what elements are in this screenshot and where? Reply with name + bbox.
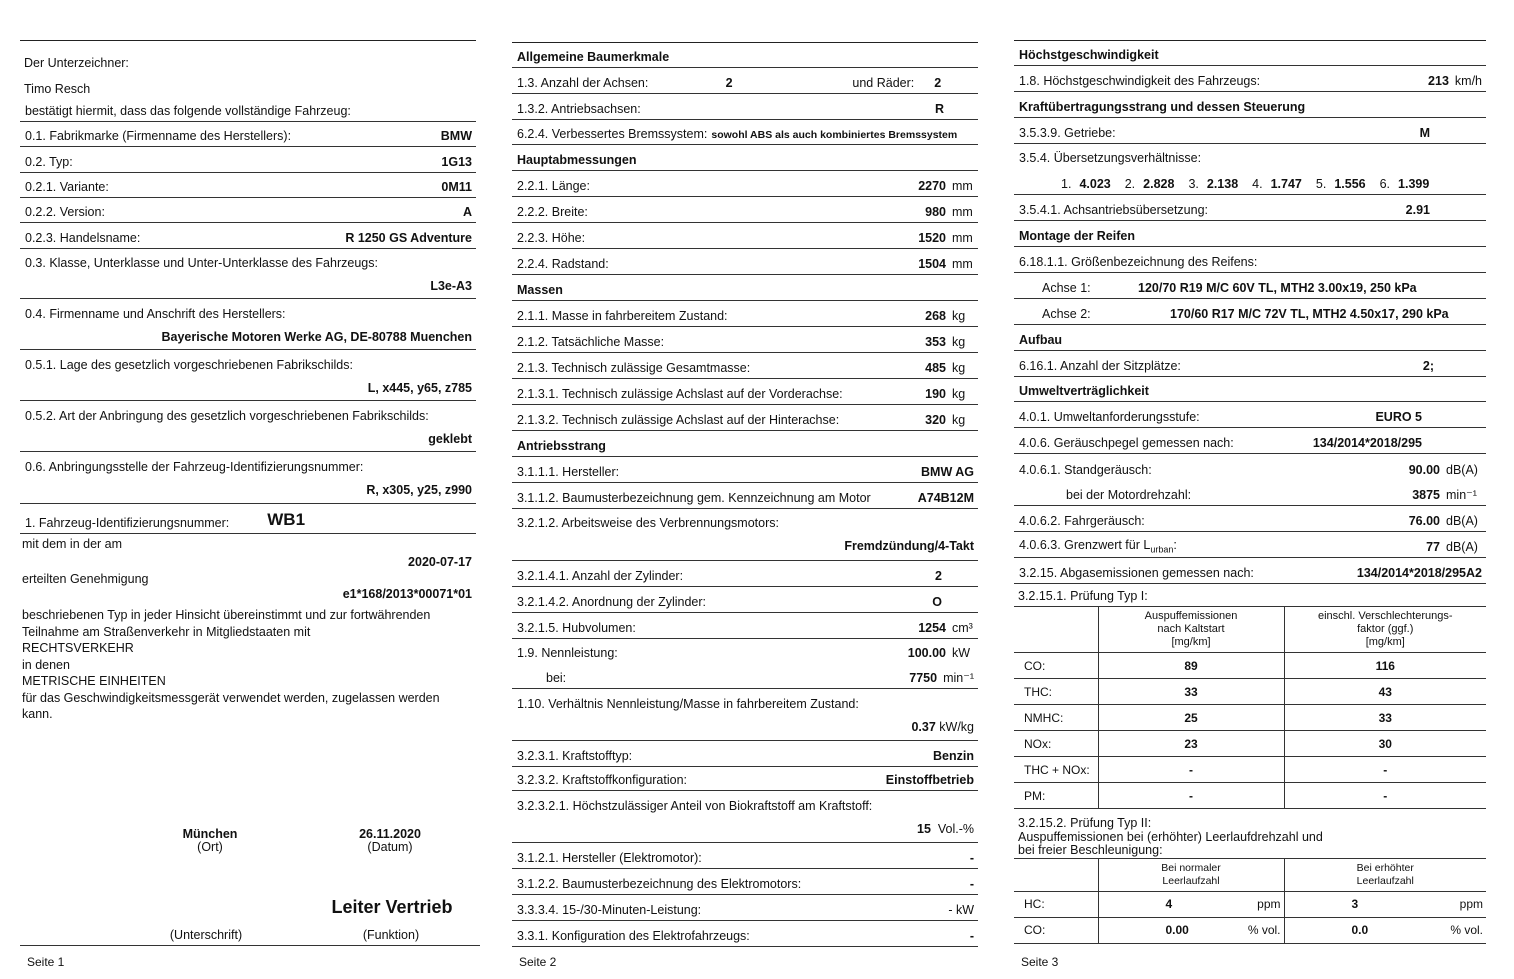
with-label: mit dem in der am: [22, 537, 123, 551]
place-block: München (Ort): [182, 827, 238, 854]
variant-row: 0.2.1. Variante: 0M11: [20, 173, 476, 198]
mass-actual-row: 2.1.2. Tatsächliche Masse: 353 kg: [512, 327, 978, 353]
function-label: (Funktion): [362, 928, 420, 942]
approval-date: 2020-07-17: [408, 555, 472, 569]
type2-emissions-table: [1014, 859, 1486, 944]
confirms-text: bestätigt hiermit, dass das folgende vollständige Fahrzeug:: [20, 96, 476, 122]
type1-label: 3.2.15.1. Prüfung Typ I:: [1018, 589, 1148, 603]
emission-value: 33: [1098, 679, 1284, 705]
fuel-type-row: 3.2.3.1. Kraftstofftyp: Benzin: [512, 741, 978, 767]
fuel-config-row: 3.2.3.2. Kraftstoffkonfiguration: Einstoffbetrieb: [512, 767, 978, 791]
width-row: 2.2.2. Breite: 980 mm: [512, 197, 978, 223]
biofuel-row: 3.2.3.2.1. Höchstzulässiger Anteil von Biokraftstoff am Kraftstoff: 15 Vol.-%: [512, 791, 978, 843]
gear-ratios-row: [1014, 168, 1486, 195]
page-3: [1014, 40, 1486, 944]
plate-attachment-row: 0.5.2. Art der Anbringung des gesetzlich vorgeschriebenen Fabrikschilds: geklebt: [20, 401, 476, 452]
final-drive-row: 3.5.4.1. Achsantriebsübersetzung: 2.91: [1014, 195, 1486, 221]
exhaust-method-row: 3.2.15. Abgasemissionen gemessen nach: 134/2014*2018/295A2: [1014, 558, 1486, 584]
type1-emissions-table: [1014, 606, 1486, 809]
cylinders-row: 3.2.1.4.1. Anzahl der Zylinder: 2: [512, 561, 978, 587]
table-header: [1014, 607, 1486, 653]
section-body: Aufbau: [1014, 325, 1486, 351]
vin-location-row: 0.6. Anbringungsstelle der Fahrzeug-Identifizierungsnummer: R, x305, y25, z990: [20, 452, 476, 504]
page-number: Seite 3: [1021, 955, 1059, 969]
page-1: [20, 40, 476, 723]
page-number: Seite 1: [27, 955, 65, 969]
section-dimensions: Hauptabmessungen: [512, 145, 978, 171]
type-row: 0.2. Typ: 1G13: [20, 147, 476, 173]
cylinder-arrangement-row: 3.2.1.4.2. Anordnung der Zylinder: O: [512, 587, 978, 613]
table-row: [1014, 731, 1486, 757]
emission-value: 25: [1098, 705, 1284, 731]
table-row: [1014, 757, 1486, 783]
table-row: [1014, 917, 1486, 943]
pollutant-label: HC:: [1014, 891, 1098, 917]
gearbox-row: 3.5.3.9. Getriebe: M: [1014, 118, 1486, 144]
axle-load-rear-row: 2.1.3.2. Technisch zulässige Achslast auf der Hinterachse: 320 kg: [512, 405, 978, 431]
stationary-rpm-row: bei der Motordrehzahl: 3875 min⁻¹: [1014, 480, 1486, 506]
emission-value: 30: [1284, 731, 1486, 757]
emission-value: -: [1284, 783, 1486, 809]
engine-mode-row: 3.2.1.2. Arbeitsweise des Verbrennungsmotors: Fremdzündung/4-Takt: [512, 509, 978, 561]
section-speed: Höchstgeschwindigkeit: [1014, 41, 1486, 66]
emission-value: 23: [1098, 731, 1284, 757]
emotor-power-row: 3.3.3.4. 15-/30-Minuten-Leistung: - kW: [512, 895, 978, 921]
pollutant-label: NMHC:: [1014, 705, 1098, 731]
length-row: 2.2.1. Länge: 2270 mm: [512, 171, 978, 197]
emotor-code-row: 3.1.2.2. Baumusterbezeichnung des Elektromotors: -: [512, 869, 978, 895]
gear-ratio: 1. 4.023: [1061, 177, 1111, 191]
section-general: Allgemeine Baumerkmale: [512, 43, 978, 68]
ev-config-row: 3.3.1. Konfiguration des Elektrofahrzeugs: -: [512, 921, 978, 947]
granted-label: erteilten Genehmigung: [22, 572, 149, 586]
engine-code-row: 3.1.1.2. Baumusterbezeichnung gem. Kennzeichnung am Motor A74B12M: [512, 483, 978, 509]
function-title: Leiter Vertrieb: [331, 897, 453, 917]
axle-load-front-row: 2.1.3.1. Technisch zulässige Achslast auf der Vorderachse: 190 kg: [512, 379, 978, 405]
axle1-row: Achse 1: 120/70 R19 M/C 60V TL, MTH2 3.00x19, 250 kPa: [1014, 273, 1486, 299]
pollutant-label: CO:: [1014, 917, 1098, 943]
col-high-idle: Bei erhöhter Leerlaufzahl: [1284, 859, 1486, 892]
manufacturer-row: 0.4. Firmenname und Anschrift des Herstellers: Bayerische Motoren Werke AG, DE-80788 Muenchen: [20, 299, 476, 350]
table-header: [1014, 859, 1486, 892]
signature-label: (Unterschrift): [169, 928, 243, 942]
section-drivetrain: Antriebsstrang: [512, 431, 978, 457]
emission-value: 3 ppm: [1284, 891, 1486, 917]
power-rpm-row: bei: 7750 min⁻¹: [512, 663, 978, 689]
col-cold-start: Auspuffemissionen nach Kaltstart [mg/km]: [1098, 607, 1284, 653]
gear-ratio: 5. 1.556: [1315, 177, 1366, 191]
emission-value: 4 ppm: [1098, 891, 1284, 917]
gear-ratio-list: [1019, 177, 1429, 191]
euro-row: 4.0.1. Umweltanforderungsstufe: EURO 5: [1014, 402, 1486, 428]
emission-value: -: [1098, 783, 1284, 809]
seats-row: 6.16.1. Anzahl der Sitzplätze: 2;: [1014, 351, 1486, 377]
brake-row: 6.2.4. Verbessertes Bremssystem: sowohl ABS als auch kombiniertes Bremssystem: [512, 120, 978, 145]
emission-value: -: [1284, 757, 1486, 783]
axle2-row: Achse 2: 170/60 R17 M/C 72V TL, MTH2 4.50x17, 290 kPa: [1014, 299, 1486, 325]
gear-ratio: 3. 2.138: [1188, 177, 1239, 191]
emission-value: 43: [1284, 679, 1486, 705]
emission-value: -: [1098, 757, 1284, 783]
gear-ratio: 2. 2.828: [1124, 177, 1175, 191]
table-row: [1014, 679, 1486, 705]
make-row: 0.1. Fabrikmarke (Firmenname des Herstellers): BMW: [20, 122, 476, 147]
type2-label: 3.2.15.2. Prüfung Typ II: Auspuffemissionen bei (erhöhter) Leerlaufdrehzahl und bei freier Beschleunigung:: [1014, 809, 1486, 859]
power-row: 1.9. Nennleistung: 100.00 kW: [517, 646, 971, 660]
section-environment: Umweltverträglichkeit: [1014, 377, 1486, 402]
section-masses: Massen: [512, 275, 978, 301]
table-row: [1014, 891, 1486, 917]
col-deterioration: einschl. Verschlechterungs- faktor (ggf.) [mg/km]: [1284, 607, 1486, 653]
height-row: 2.2.3. Höhe: 1520 mm: [512, 223, 978, 249]
section-tyres: Montage der Reifen: [1014, 221, 1486, 247]
divider: [20, 945, 480, 946]
gear-ratio: 6. 1.399: [1379, 177, 1430, 191]
drive-noise-row: 4.0.6.2. Fahrgeräusch: 76.00 dB(A): [1014, 506, 1486, 532]
ratios-label-row: 3.5.4. Übersetzungsverhältnisse:: [1019, 151, 1202, 165]
mass-running-row: 2.1.1. Masse in fahrbereitem Zustand: 268 kg: [512, 301, 978, 327]
pollutant-label: PM:: [1014, 783, 1098, 809]
noise-limit-row: 4.0.6.3. Grenzwert für $L_{urban}$: 77 dB(A): [1014, 532, 1486, 558]
trade-name-row: 0.2.3. Handelsname: R 1250 GS Adventure: [20, 223, 476, 249]
page-2: [512, 42, 978, 947]
plate-location-row: 0.5.1. Lage des gesetzlich vorgeschriebenen Fabrikschilds: L, x445, y65, z785: [20, 350, 476, 401]
pollutant-label: THC + NOx:: [1014, 757, 1098, 783]
emission-value: 0.00 % vol.: [1098, 917, 1284, 943]
noise-method-row: 4.0.6. Geräuschpegel gemessen nach: 134/2014*2018/295: [1014, 428, 1486, 454]
vin-row: 1. Fahrzeug-Identifizierungsnummer: WB1: [20, 504, 476, 534]
table-row: [1014, 653, 1486, 679]
section-transmission: Kraftübertragungsstrang und dessen Steuerung: [1014, 92, 1486, 118]
version-row: 0.2.2. Version: A: [20, 198, 476, 223]
emission-value: 89: [1098, 653, 1284, 679]
max-speed-row: 1.8. Höchstgeschwindigkeit des Fahrzeugs: 213 km/h: [1014, 66, 1486, 92]
col-normal-idle: Bei normaler Leerlaufzahl: [1098, 859, 1284, 892]
displacement-row: 3.2.1.5. Hubvolumen: 1254 cm³: [512, 613, 978, 639]
divider: [20, 40, 476, 41]
engine-manufacturer-row: 3.1.1.1. Hersteller: BMW AG: [512, 457, 978, 483]
pollutant-label: NOx:: [1014, 731, 1098, 757]
date-block: 26.11.2020 (Datum): [359, 827, 421, 854]
pollutant-label: CO:: [1014, 653, 1098, 679]
tyre-label-row: 6.18.1.1. Größenbezeichnung des Reifens:: [1014, 247, 1486, 273]
declaration-text: beschriebenen Typ in jeder Hinsicht übereinstimmt und zur fortwährenden Teilnahme am Straßenverkehr in Mitgliedstaaten mit RECHTSVERKEHR in denen METRISCHE EINHEITEN für das Geschwindigkeitsmessgerät verwendet werden, zugelassen werden kann.: [22, 608, 440, 721]
pollutant-label: THC:: [1014, 679, 1098, 705]
drive-axles-row: 1.3.2. Antriebsachsen: R: [512, 94, 978, 120]
signatory-label: Der Unterzeichner:: [24, 56, 129, 70]
class-row: 0.3. Klasse, Unterklasse und Unter-Unterklasse des Fahrzeugs: L3e-A3: [20, 249, 476, 299]
table-row: [1014, 783, 1486, 809]
emotor-manufacturer-row: 3.1.2.1. Hersteller (Elektromotor): -: [512, 843, 978, 869]
stationary-noise-row: 4.0.6.1. Standgeräusch: 90.00 dB(A): [1019, 463, 1478, 477]
table-row: [1014, 705, 1486, 731]
mass-total-row: 2.1.3. Technisch zulässige Gesamtmasse: 485 kg: [512, 353, 978, 379]
emission-value: 33: [1284, 705, 1486, 731]
emission-value: 0.0 % vol.: [1284, 917, 1486, 943]
page-number: Seite 2: [519, 955, 557, 969]
gear-ratio: 4. 1.747: [1252, 177, 1302, 191]
emission-value: 116: [1284, 653, 1486, 679]
signatory-name: Timo Resch: [24, 82, 91, 96]
approval-number: e1*168/2013*00071*01: [342, 587, 472, 601]
power-mass-ratio-row: 1.10. Verhältnis Nennleistung/Masse in fahrbereitem Zustand: 0.37 kW/kg: [512, 689, 978, 741]
wheelbase-row: 2.2.4. Radstand: 1504 mm: [512, 249, 978, 275]
axles-row: 1.3. Anzahl der Achsen: 2 und Räder: 2: [512, 68, 978, 94]
